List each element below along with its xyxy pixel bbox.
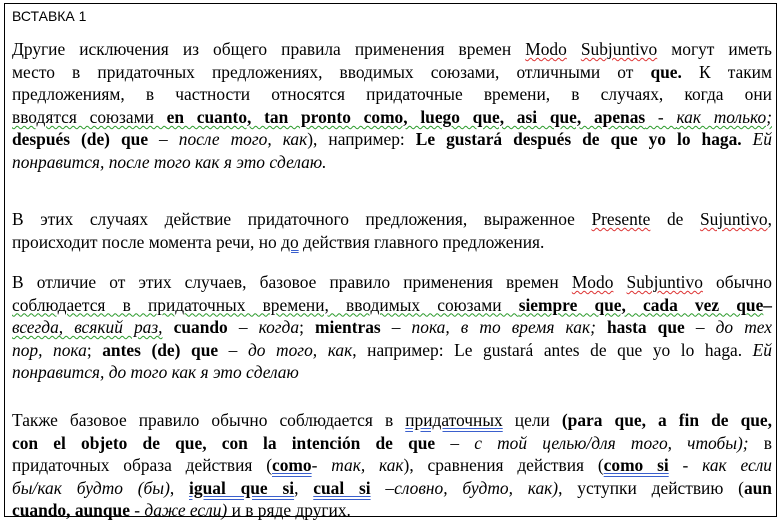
text-run: К таким [681,61,772,82]
text-run: cuando, aunque [12,500,130,521]
text-run: - [311,455,332,476]
text-run: Subjuntivo [626,272,703,292]
text-run: igual que si [189,477,295,498]
text-run: aun [743,477,772,498]
text-run: mientras [314,317,381,338]
text-run: (para que, a fin de que, [561,410,772,430]
text-run: всегда, всякий раз, [12,317,163,338]
text-run: придаточных [405,410,503,430]
p2-line [12,208,772,230]
text-run: до того, как [247,339,353,360]
text-run: Modo [571,272,614,292]
text-run: , [294,477,314,498]
text-run: как если [702,455,772,476]
text-run: que. [650,61,682,82]
text-run: en cuanto, tan pronto como, luego que, asi que, apenas [166,106,646,127]
text-run: Sujuntivo [699,209,768,229]
text-run: как только; [676,106,773,127]
text-run: место в придаточных предложениях, вводимых союзами, отличными от [12,61,651,82]
text-run: después (de) que [12,129,149,150]
text-run: в [748,432,773,453]
p2-line [12,231,544,253]
text-run: – [148,129,179,150]
p3-line [12,316,772,338]
text-run: - [129,500,145,521]
text-run: цели [502,410,562,430]
text-run: – [218,339,248,360]
text-run: Другие исключения из общего правила применения времен [12,39,526,59]
text-run: ), например: [307,129,416,150]
p1-line [12,61,772,83]
text-run: понравится, после того как я это сделаю. [12,152,327,172]
text-run: словно, будто, как) [394,477,559,498]
text-run: como si [603,455,669,476]
p4-line [12,477,772,499]
text-run: hasta que [606,317,685,338]
text-run: Ей [752,339,772,360]
text-run: como [272,455,312,476]
text-run: - [645,106,677,127]
text-run: действия главного предложения. [298,231,545,252]
text-run: до [281,231,299,252]
p4-line [12,499,351,521]
insert-heading: ВСТАВКА 1 [12,8,87,24]
text-run: Modo [525,39,567,59]
text-run: бы/как будто (бы) [12,477,170,498]
p1-line [12,83,772,105]
p1-line [12,128,772,150]
text-run [567,39,581,59]
text-run: В этих случаях действие придаточного предложения, выраженное [12,209,592,229]
text-run: пор, пока [12,339,87,360]
text-run: вводятся союзами [12,106,167,127]
text-run: – [370,477,395,498]
text-run: ), сравнения действия ( [403,455,604,476]
text-run: происходит после момента речи, но [12,231,282,252]
p4-line [12,409,772,431]
text-run: – [380,317,412,338]
p4-line [12,454,772,476]
p1-line [12,151,326,173]
text-run: Presente [591,209,651,229]
text-run: ; [86,339,103,360]
text-run: Также базовое правило обычно соблюдается в [12,410,406,430]
text-run: даже если) [144,500,228,521]
text-run [596,317,607,337]
p3-line [12,361,299,383]
insert-text-box [4,3,777,521]
text-run: и в ряде других. [227,500,351,521]
text-run: - [668,455,703,476]
text-run: Subjuntivo [580,39,658,59]
text-run: после того, как [178,129,308,150]
text-run [163,317,174,337]
text-run: antes (de) que [102,339,219,360]
text-run: – [763,294,772,315]
text-run: con el objeto de que, con la intención de que [12,432,436,453]
text-run: могут иметь [657,39,772,59]
text-run: Le gustará después de que yo lo haga. [415,129,742,150]
text-run: понравится, до того как я это сделаю [12,362,299,383]
text-run: ; [299,317,315,338]
text-run: когда [258,317,300,338]
text-run [613,272,626,292]
text-run: В отличие от этих случаев, базовое правило применения времен [12,272,572,292]
text-run: de [650,209,700,229]
text-run: siempre que, cada vez que [518,294,764,315]
text-run: cual si [313,477,371,498]
text-run: – [435,432,475,453]
p3-line [12,294,772,316]
text-run: с той целью/для того, чтобы); [474,432,749,453]
text-run: до тех [715,317,772,338]
text-run: , например: Le gustará antes de que yo lo haga. [352,339,753,360]
p3-line [12,271,772,293]
text-run: пока, в то время как; [411,317,596,338]
text-run: – [684,317,716,338]
text-run: придаточных образа действия ( [12,455,272,476]
text-run: Ей [741,129,772,150]
p1-line [12,106,772,128]
text-run: – [227,317,259,338]
text-run: предложениям, в частности относятся придаточные времени, в случаях, когда они [12,84,772,105]
p1-line [12,38,772,60]
p3-line [12,339,772,361]
text-run: , [169,477,190,498]
text-run: , уступки действию ( [558,477,744,498]
p4-line [12,432,772,454]
text-run: cuando [173,317,228,338]
text-run: , [767,209,772,229]
text-run: обычно [702,272,772,292]
text-run: так, как [331,455,404,476]
text-run: соблюдается в придаточных времени, вводимых союзами [12,294,519,315]
